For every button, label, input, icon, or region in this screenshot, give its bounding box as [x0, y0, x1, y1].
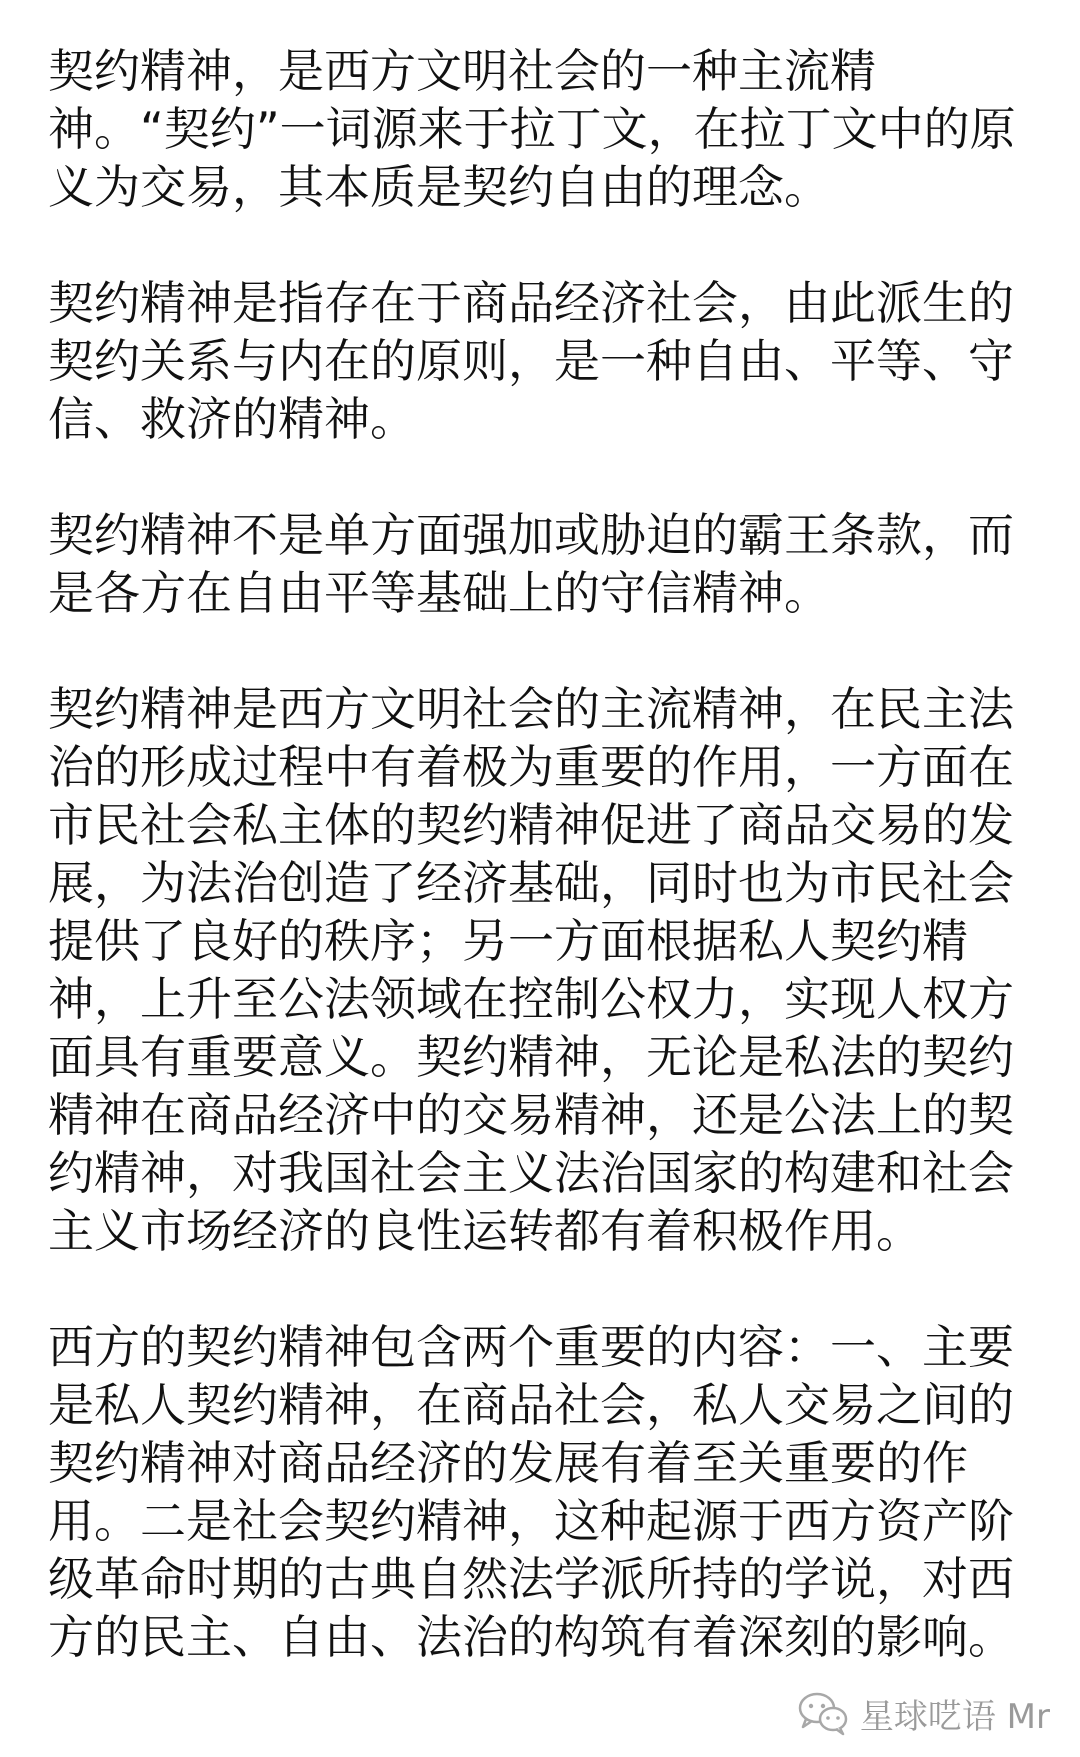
paragraph-5: 西方的契约精神包含两个重要的内容：一、主要是私人契约精神，在商品社会，私人交易之间的契约精神对商品经济的发展有着至关重要的作用。二是社会契约精神，这种起源于西方资产阶级革命时期的古典自然法学派所持的学说，对西方的民主、自由、法治的构筑有着深刻的影响。	[48, 1320, 1014, 1664]
watermark	[796, 1685, 1050, 1741]
wechat-icon	[796, 1689, 850, 1737]
article-body	[48, 42, 1034, 1666]
paragraph-4: 契约精神是西方文明社会的主流精神，在民主法治的形成过程中有着极为重要的作用，一方面在市民社会私主体的契约精神促进了商品交易的发展，为法治创造了经济基础，同时也为市民社会提供了良好的秩序；另一方面根据私人契约精神，上升至公法领域在控制公权力，实现人权方面具有重要意义。契约精神，无论是私法的契约精神在商品经济中的交易精神，还是公法上的契约精神，对我国社会主义法治国家的构建和社会主义市场经济的良性运转都有着积极作用。	[48, 682, 1014, 1258]
paragraph-3: 契约精神不是单方面强加或胁迫的霸王条款，而是各方在自由平等基础上的守信精神。	[48, 508, 1014, 620]
paragraph-1: 契约精神，是西方文明社会的一种主流精神。“契约”一词源来于拉丁文，在拉丁文中的原义为交易，其本质是契约自由的理念。	[48, 44, 1016, 214]
watermark-text: 星球呓语 Mr	[859, 1696, 1050, 1737]
paragraph-2: 契约精神是指存在于商品经济社会，由此派生的契约关系与内在的原则，是一种自由、平等、守信、救济的精神。	[48, 276, 1014, 446]
